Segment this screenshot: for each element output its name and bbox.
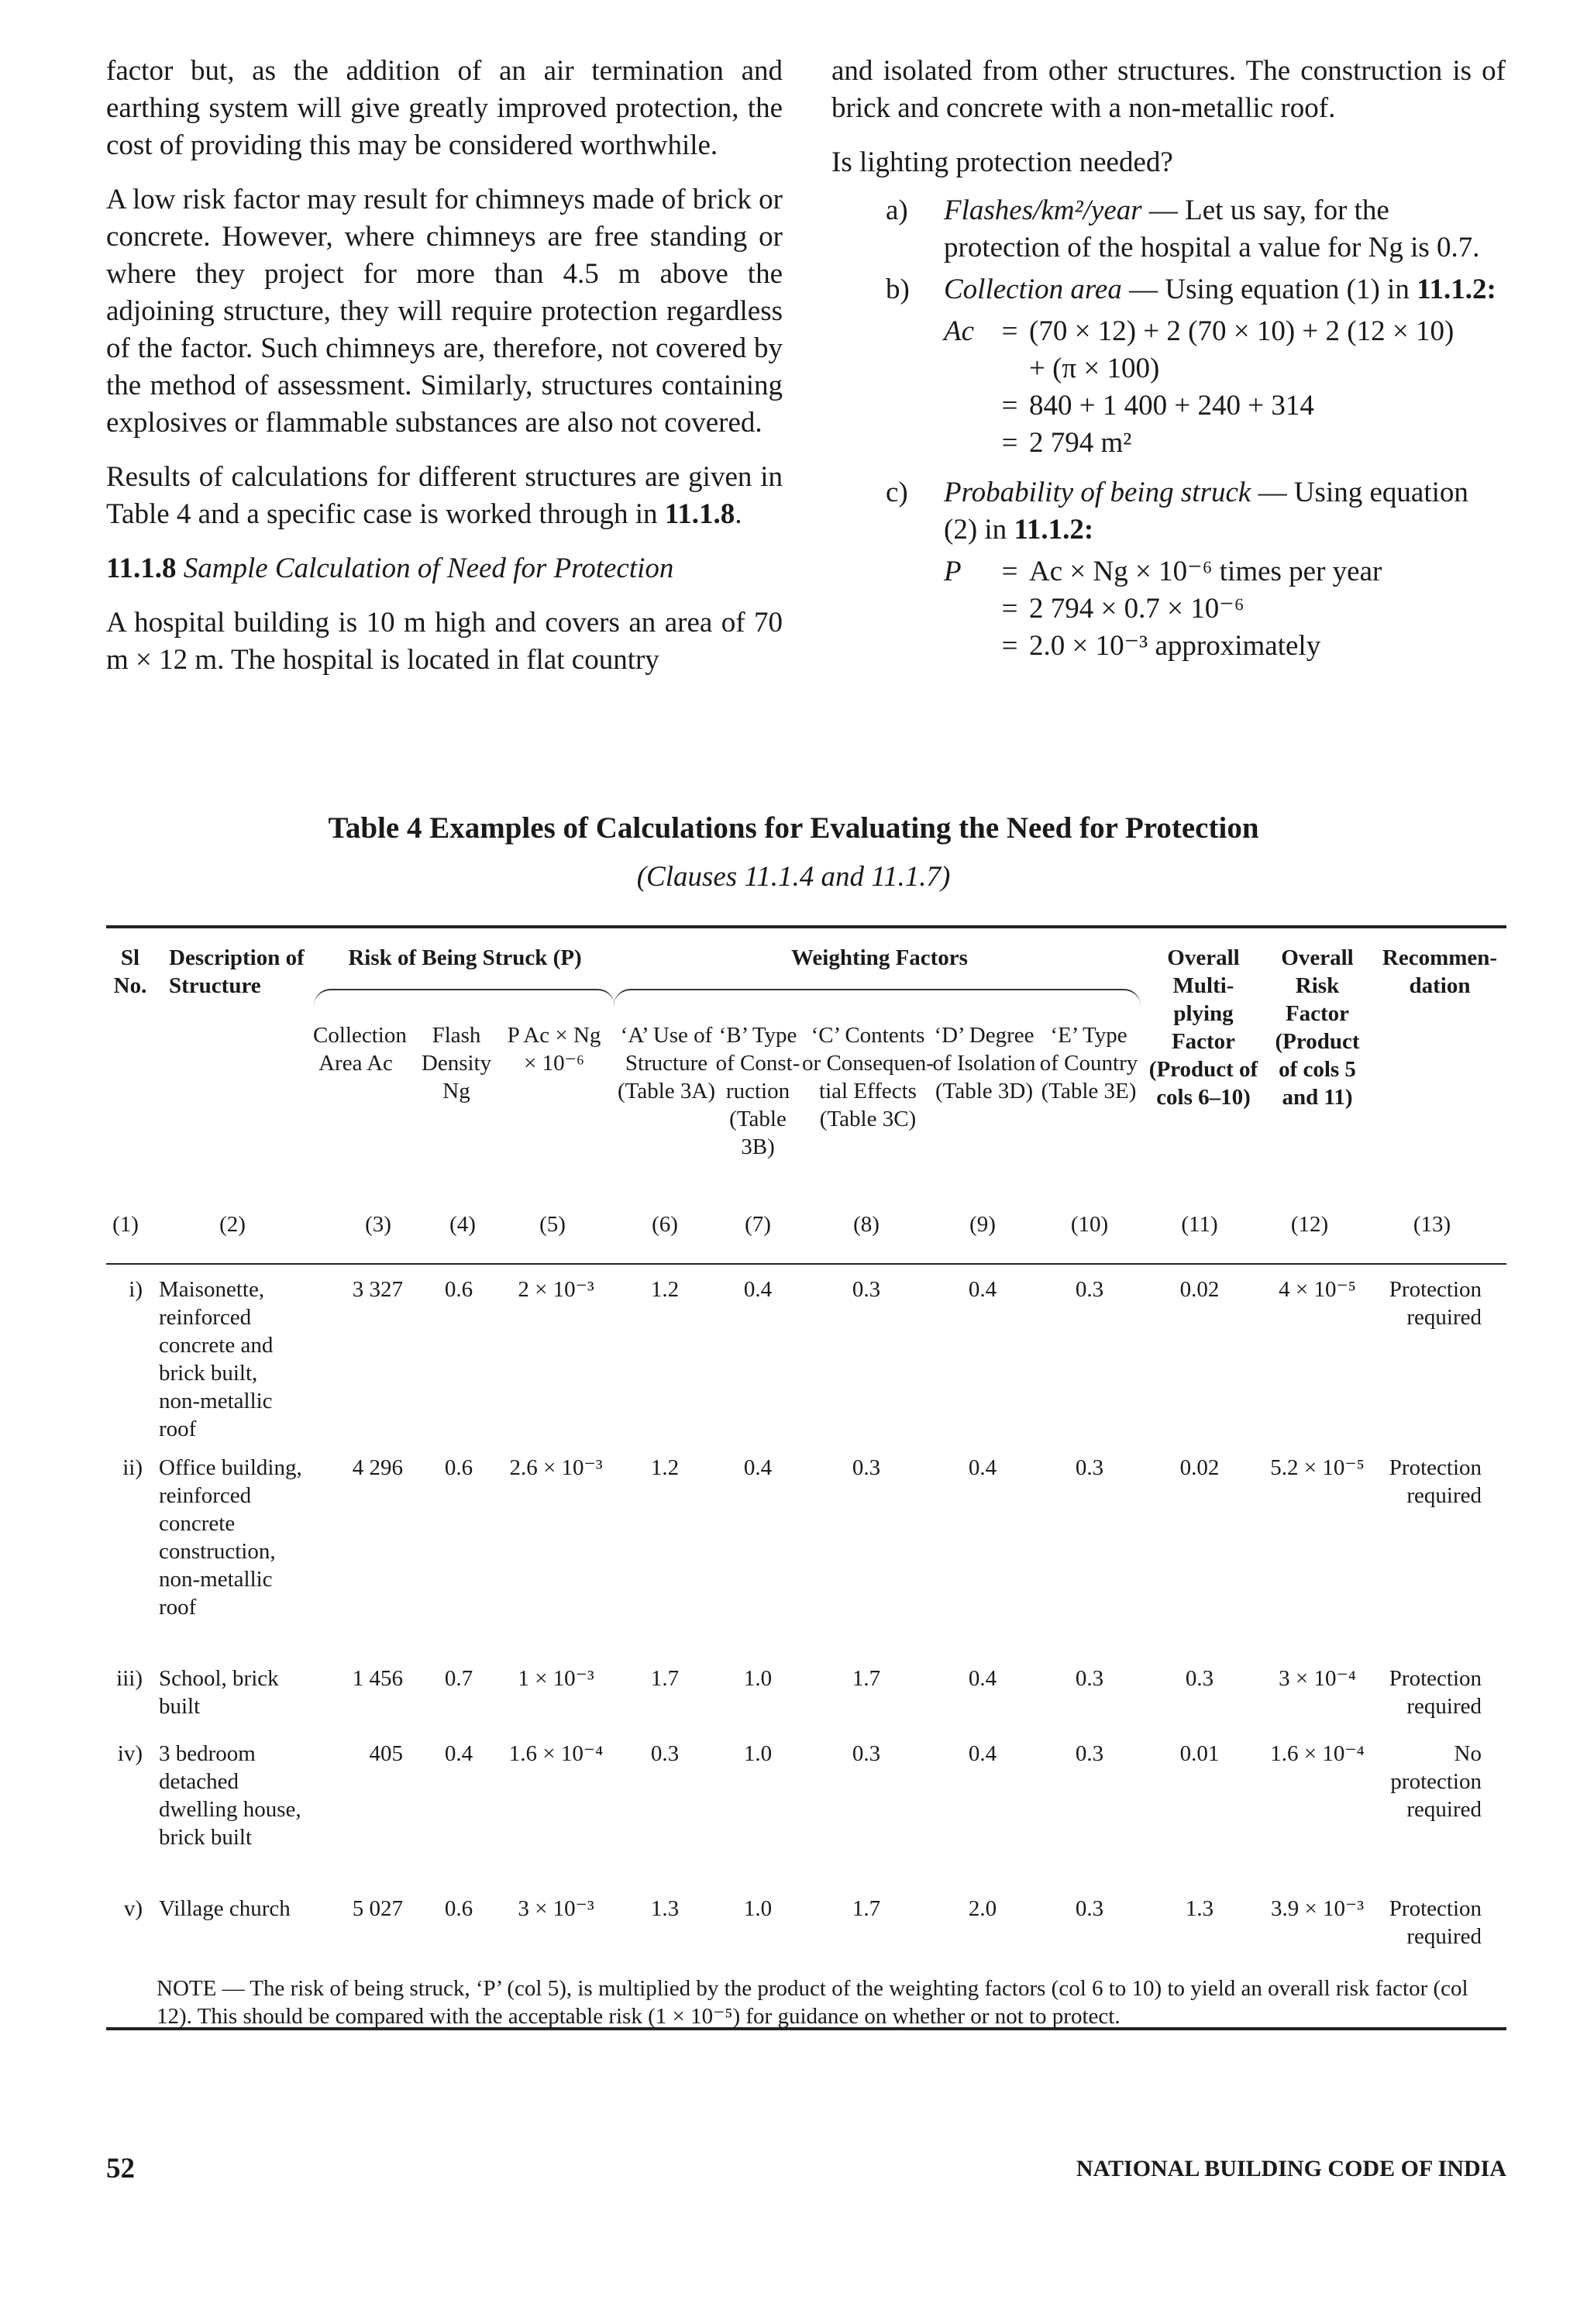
table-cell-rec: Protection required [1389, 1896, 1482, 1949]
header-collection-area: Collection Area Ac [313, 1023, 407, 1076]
table-cell-risk: 4 × 10⁻⁵ [1279, 1277, 1356, 1302]
header-description: Description of Structure [169, 945, 305, 998]
table-cell-e: 0.3 [1075, 1277, 1104, 1302]
paragraph-text: Results of calculations for different structures are given in Table 4 and a specific case is worked through in [106, 461, 783, 530]
table-cell-c: 0.3 [852, 1277, 881, 1302]
table-cell-b: 1.0 [743, 1896, 773, 1921]
col-number: (5) [539, 1212, 566, 1237]
item-c [831, 474, 1506, 549]
table-cell-p: 3 × 10⁻³ [518, 1896, 594, 1921]
header-factor-b: ‘B’ Type of Const-ruction (Table 3B) [715, 1023, 800, 1159]
question: Is lighting protection needed? [831, 146, 1173, 178]
table-cell-desc: School, brick built [159, 1666, 279, 1719]
table-cell-p: 1.6 × 10⁻⁴ [508, 1741, 604, 1766]
item-label: a) [886, 195, 908, 226]
table-cell-rec: Protection required [1389, 1455, 1482, 1508]
equation-term: + (π × 100) [1029, 353, 1160, 384]
header-factor-e: ‘E’ Type of Country (Table 3E) [1039, 1023, 1138, 1103]
equation-term: Ac × Ng × 10⁻⁶ times per year [1029, 556, 1382, 587]
section-title: Sample Calculation of Need for Protection [183, 553, 674, 584]
table-cell-rec: Protection required [1389, 1277, 1482, 1330]
table-cell-p: 1 × 10⁻³ [518, 1666, 594, 1691]
equation-lhs: Ac [944, 315, 975, 347]
table-cell-sl: iii) [116, 1666, 143, 1691]
header-recommendation: Recommen-dation [1382, 945, 1498, 998]
table-cell-flash: 0.6 [444, 1455, 473, 1480]
table-cell-d: 0.4 [968, 1741, 997, 1766]
col-number: (8) [853, 1212, 880, 1237]
equation-term: 2 794 × 0.7 × 10⁻⁶ [1029, 593, 1244, 625]
table-cell-mult: 0.3 [1185, 1666, 1214, 1691]
equation-term: 2 794 m² [1029, 427, 1132, 459]
paragraph: A hospital building is 10 m high and covers an area of 70 m × 12 m. The hospital is located in flat country [106, 607, 783, 676]
table-cell-sl: v) [123, 1896, 143, 1921]
item-label: b) [886, 274, 910, 305]
equation-collection-area: Ac = (70 × 12) + 2 (70 × 10) + 2 (12 × 10) + (π × 100) = 840 + 1 400 + 240 + 314 = 2 794 m² [831, 313, 1506, 462]
item-label: c) [886, 477, 908, 508]
col-number: (12) [1290, 1212, 1329, 1237]
table-cell-flash: 0.6 [444, 1896, 473, 1921]
table-cell-sl: ii) [122, 1455, 143, 1480]
table-cell-desc: Village church [159, 1896, 291, 1921]
paragraph: Results of calculations for different structures are given in Table 4 and a specific case is worked through in 11.1.8. [106, 461, 783, 530]
header-probability: P Ac × Ng × 10⁻⁶ [507, 1023, 601, 1076]
col-number: (3) [365, 1212, 391, 1237]
header-risk-factor: Overall Risk Factor (Product of cols 5 and 11) [1275, 945, 1360, 1110]
item-a [831, 192, 1506, 267]
table-title: Table 4 Examples of Calculations for Evaluating the Need for Protection [328, 811, 1259, 845]
table-cell-c: 1.7 [852, 1896, 881, 1921]
clause-ref: 11.1.8 [664, 498, 735, 530]
col-number: (1) [112, 1212, 139, 1237]
table-cell-b: 1.0 [743, 1741, 773, 1766]
table-cell-d: 0.4 [968, 1666, 997, 1691]
clause-ref: 11.1.2: [1014, 514, 1094, 546]
table-cell-c: 1.7 [852, 1666, 881, 1691]
table-cell-area: 5 027 [352, 1896, 403, 1921]
header-factor-a: ‘A’ Use of Structure (Table 3A) [618, 1023, 715, 1103]
right-column [831, 53, 1506, 665]
table-cell-a: 1.2 [650, 1455, 680, 1480]
equation-probability: P = Ac × Ng × 10⁻⁶ times per year = 2 794 × 0.7 × 10⁻⁶ = 2.0 × 10⁻³ approximately [831, 553, 1506, 665]
table-cell-mult: 0.02 [1179, 1455, 1220, 1480]
item-text: — Using equation (1) in [1129, 274, 1410, 305]
table-cell-mult: 0.02 [1179, 1277, 1220, 1302]
col-number: (4) [449, 1212, 476, 1237]
table-top-rule [106, 925, 1506, 928]
table-cell-e: 0.3 [1075, 1666, 1104, 1691]
table-cell-area: 3 327 [352, 1277, 403, 1302]
header-factor-c: ‘C’ Contents or Consequen-tial Effects (Table 3C) [802, 1023, 934, 1131]
header-multiplying-factor: Overall Multi-plying Factor (Product of cols 6–10) [1148, 945, 1258, 1110]
header-flash-density: Flash Density Ng [421, 1023, 492, 1103]
equation-term: 2.0 × 10⁻³ approximately [1029, 630, 1321, 662]
col-number: (9) [969, 1212, 996, 1237]
table-cell-p: 2 × 10⁻³ [518, 1277, 594, 1302]
table-cell-mult: 1.3 [1185, 1896, 1214, 1921]
table-cell-area: 4 296 [352, 1455, 403, 1480]
risk-group-brace [314, 989, 614, 1006]
clause-ref: 11.1.2: [1417, 274, 1496, 305]
item-title: Flashes/km²/year [944, 195, 1142, 226]
item-text: — Using equation (2) in [944, 477, 1468, 546]
table-cell-risk: 5.2 × 10⁻⁵ [1270, 1455, 1365, 1480]
table-cell-area: 405 [369, 1741, 403, 1766]
table-cell-risk: 3.9 × 10⁻³ [1270, 1896, 1365, 1921]
table-cell-flash: 0.6 [444, 1277, 473, 1302]
table-cell-desc: Maisonette, reinforced concrete and brick built, non-metallic roof [159, 1277, 274, 1441]
col-number: (6) [652, 1212, 678, 1237]
table-cell-area: 1 456 [352, 1666, 403, 1691]
table-cell-mult: 0.01 [1179, 1741, 1220, 1766]
table-cell-risk: 3 × 10⁻⁴ [1279, 1666, 1356, 1691]
header-factor-d: ‘D’ Degree of Isolation (Table 3D) [932, 1023, 1036, 1103]
table-cell-d: 2.0 [968, 1896, 997, 1921]
col-number: (2) [219, 1212, 246, 1237]
table-cell-desc: 3 bedroom detached dwelling house, brick built [159, 1741, 301, 1850]
table-cell-rec: No protection required [1390, 1741, 1482, 1822]
table-cell-e: 0.3 [1075, 1741, 1104, 1766]
table-cell-a: 1.7 [650, 1666, 680, 1691]
item-text: — Let us say, for the protection of the hospital a value for Ng is 0.7. [944, 195, 1480, 263]
table-cell-b: 0.4 [743, 1455, 773, 1480]
table-cell-c: 0.3 [852, 1741, 881, 1766]
paragraph: and isolated from other structures. The construction is of brick and concrete with a non-metallic roof. [831, 55, 1506, 124]
table-cell-e: 0.3 [1075, 1896, 1104, 1921]
paragraph: factor but, as the addition of an air termination and earthing system will give greatly improved protection, the cost of providing this may be considered worthwhile. [106, 55, 783, 161]
table-subtitle: (Clauses 11.1.4 and 11.1.7) [636, 861, 951, 893]
col-number: (7) [745, 1212, 771, 1237]
table-cell-rec: Protection required [1389, 1666, 1482, 1719]
item-title: Probability of being struck [944, 477, 1251, 508]
table-note: NOTE — The risk of being struck, ‘P’ (col 5), is multiplied by the product of the weighting factors (col 6 to 10) to yield an overall risk factor (col 12). This should be compared with the acceptable risk (1 × 10⁻⁵) for guidance on whether or not to protect. [157, 1976, 1468, 2029]
publication-title: NATIONAL BUILDING CODE OF INDIA [1076, 2156, 1506, 2181]
table-cell-d: 0.4 [968, 1277, 997, 1302]
table-cell-a: 0.3 [650, 1741, 680, 1766]
equation-term: 840 + 1 400 + 240 + 314 [1029, 390, 1314, 422]
header-sl: Sl No. [113, 945, 147, 998]
table-cell-flash: 0.7 [444, 1666, 473, 1691]
table-cell-risk: 1.6 × 10⁻⁴ [1270, 1741, 1365, 1766]
weighting-group-brace [614, 989, 1141, 1006]
table-cell-d: 0.4 [968, 1455, 997, 1480]
item-b [831, 271, 1506, 308]
col-number: (10) [1070, 1212, 1109, 1237]
col-number: (13) [1413, 1212, 1451, 1237]
header-weighting-group: Weighting Factors [791, 945, 968, 970]
equation-term: (70 × 12) + 2 (70 × 10) + 2 (12 × 10) [1029, 315, 1454, 347]
table-cell-sl: i) [129, 1277, 143, 1302]
table-cell-desc: Office building, reinforced concrete construction, non-metallic roof [159, 1455, 302, 1620]
item-title: Collection area [944, 274, 1122, 305]
table-cell-sl: iv) [117, 1741, 143, 1766]
equation-lhs: P [944, 556, 962, 587]
left-column [106, 53, 783, 696]
section-number: 11.1.8 [106, 553, 177, 584]
table-cell-b: 1.0 [743, 1666, 773, 1691]
table-cell-c: 0.3 [852, 1455, 881, 1480]
table-header-rule [106, 1263, 1506, 1265]
col-number: (11) [1181, 1212, 1218, 1237]
table-cell-a: 1.2 [650, 1277, 680, 1302]
paragraph: A low risk factor may result for chimneys made of brick or concrete. However, where chimneys are free standing or where they project for more than 4.5 m above the adjoining structure, they will require protection regardless of the factor. Such chimneys are, therefore, not covered by the method of assessment. Similarly, structures containing explosives or flammable substances are also not covered. [106, 184, 783, 439]
section-heading [106, 550, 783, 587]
table-cell-a: 1.3 [650, 1896, 680, 1921]
header-risk-group: Risk of Being Struck (P) [348, 945, 582, 970]
table-cell-p: 2.6 × 10⁻³ [509, 1455, 603, 1480]
table-cell-b: 0.4 [743, 1277, 773, 1302]
table-cell-flash: 0.4 [444, 1741, 473, 1766]
table-cell-e: 0.3 [1075, 1455, 1104, 1480]
page-number: 52 [106, 2153, 135, 2185]
